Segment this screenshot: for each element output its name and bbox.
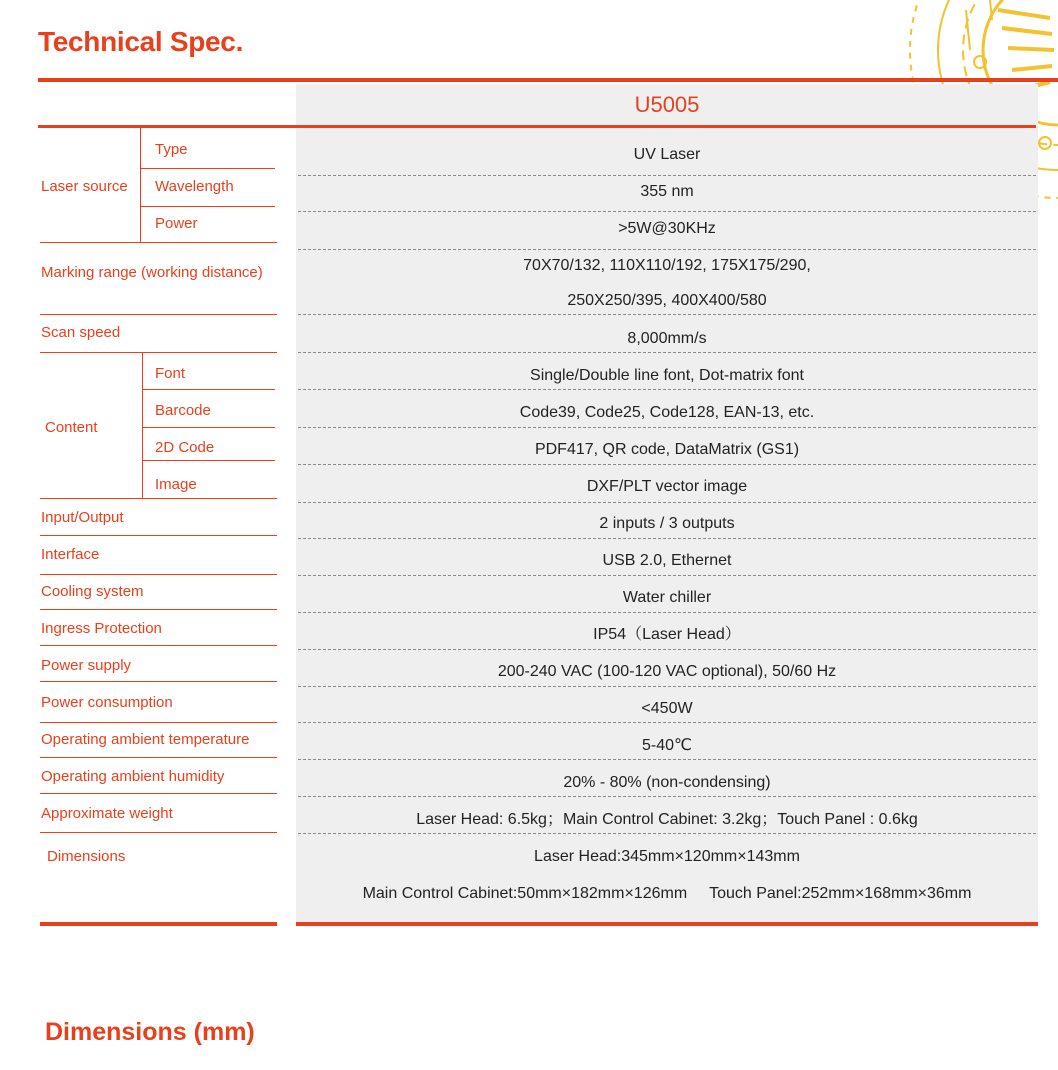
row-divider bbox=[141, 206, 275, 207]
dimensions-section-title: Dimensions (mm) bbox=[45, 1018, 255, 1046]
value-divider bbox=[298, 833, 1036, 834]
value-barcode: Code39, Code25, Code128, EAN-13, etc. bbox=[519, 404, 815, 421]
value-scan-speed: 8,000mm/s bbox=[627, 330, 707, 347]
value-divider bbox=[298, 796, 1036, 797]
label-image: Image bbox=[155, 476, 197, 493]
value-divider bbox=[298, 612, 1036, 613]
row-divider bbox=[143, 460, 275, 461]
value-interface: USB 2.0, Ethernet bbox=[602, 552, 732, 569]
value-image: DXF/PLT vector image bbox=[586, 478, 748, 495]
row-divider bbox=[40, 498, 277, 499]
label-cooling-system: Cooling system bbox=[41, 583, 144, 600]
label-dimensions: Dimensions bbox=[47, 848, 126, 865]
label-power-supply: Power supply bbox=[41, 657, 132, 674]
model-header: U5005 bbox=[634, 92, 700, 117]
row-divider bbox=[40, 793, 277, 794]
table-bottom-rule bbox=[40, 922, 277, 926]
value-marking-range-line2: 250X250/395, 400X400/580 bbox=[567, 292, 767, 309]
row-divider bbox=[143, 389, 275, 390]
group-divider bbox=[142, 352, 143, 498]
row-divider bbox=[40, 832, 277, 833]
label-input-output: Input/Output bbox=[41, 509, 124, 526]
value-operating-humidity: 20% - 80% (non-condensing) bbox=[563, 774, 771, 791]
value-font: Single/Double line font, Dot-matrix font bbox=[530, 367, 804, 384]
row-divider bbox=[40, 722, 277, 723]
value-divider bbox=[298, 538, 1036, 539]
value-cooling-system: Water chiller bbox=[622, 589, 712, 606]
title-divider bbox=[38, 78, 1058, 82]
row-divider bbox=[40, 352, 277, 353]
value-divider bbox=[298, 314, 1036, 315]
row-divider bbox=[143, 427, 275, 428]
row-divider bbox=[40, 574, 277, 575]
value-2d-code: PDF417, QR code, DataMatrix (GS1) bbox=[534, 441, 800, 458]
row-divider bbox=[40, 681, 277, 682]
value-divider bbox=[298, 249, 1036, 250]
row-divider bbox=[40, 242, 277, 243]
value-operating-temperature: 5-40℃ bbox=[642, 737, 692, 754]
row-divider bbox=[141, 168, 275, 169]
row-divider bbox=[40, 645, 277, 646]
label-content: Content bbox=[45, 419, 98, 436]
label-ingress-protection: Ingress Protection bbox=[41, 620, 162, 637]
label-power: Power bbox=[155, 215, 198, 232]
label-laser-source: Laser source bbox=[41, 178, 128, 195]
value-divider bbox=[298, 649, 1036, 650]
value-power-consumption: <450W bbox=[641, 700, 693, 717]
label-type: Type bbox=[155, 141, 188, 158]
value-power-supply: 200-240 VAC (100-120 VAC optional), 50/60 Hz bbox=[497, 663, 837, 680]
label-power-consumption: Power consumption bbox=[41, 694, 173, 711]
value-divider bbox=[298, 575, 1036, 576]
value-divider bbox=[298, 502, 1036, 503]
label-interface: Interface bbox=[41, 546, 100, 563]
value-power: >5W@30KHz bbox=[618, 220, 716, 237]
label-font: Font bbox=[155, 365, 186, 382]
value-type: UV Laser bbox=[633, 146, 701, 163]
label-operating-temperature: Operating ambient temperature bbox=[41, 731, 250, 748]
value-divider bbox=[298, 427, 1036, 428]
value-wavelength: 355 nm bbox=[640, 183, 694, 200]
value-ingress-protection: IP54（Laser Head） bbox=[593, 626, 741, 643]
value-divider bbox=[298, 722, 1036, 723]
value-input-output: 2 inputs / 3 outputs bbox=[599, 515, 735, 532]
group-divider bbox=[140, 128, 141, 242]
row-divider bbox=[40, 757, 277, 758]
label-scan-speed: Scan speed bbox=[41, 324, 121, 341]
value-dimensions-line1: Laser Head:345mm×120mm×143mm bbox=[534, 848, 800, 865]
label-wavelength: Wavelength bbox=[155, 178, 234, 195]
label-barcode: Barcode bbox=[155, 402, 211, 419]
label-2d-code: 2D Code bbox=[155, 439, 215, 456]
value-divider bbox=[298, 211, 1036, 212]
label-operating-humidity: Operating ambient humidity bbox=[41, 768, 225, 785]
value-divider bbox=[298, 389, 1036, 390]
table-bottom-rule bbox=[296, 922, 1038, 926]
label-marking-range: Marking range (working distance) bbox=[41, 264, 263, 281]
row-divider bbox=[40, 314, 277, 315]
header-divider bbox=[38, 125, 1036, 128]
value-marking-range-line1: 70X70/132, 110X110/192, 175X175/290, bbox=[523, 257, 811, 274]
value-divider bbox=[298, 464, 1036, 465]
row-divider bbox=[40, 535, 277, 536]
row-divider bbox=[40, 609, 277, 610]
value-divider bbox=[298, 352, 1036, 353]
value-dimensions-line2: Main Control Cabinet:50mm×182mm×126mm Touch Panel:252mm×168mm×36mm bbox=[362, 885, 972, 902]
page-title: Technical Spec. bbox=[38, 26, 244, 57]
value-divider bbox=[298, 759, 1036, 760]
value-divider bbox=[298, 175, 1036, 176]
value-approximate-weight: Laser Head: 6.5kg；Main Control Cabinet: 3.2kg；Touch Panel : 0.6kg bbox=[416, 811, 918, 828]
label-approximate-weight: Approximate weight bbox=[41, 805, 173, 822]
value-divider bbox=[298, 686, 1036, 687]
